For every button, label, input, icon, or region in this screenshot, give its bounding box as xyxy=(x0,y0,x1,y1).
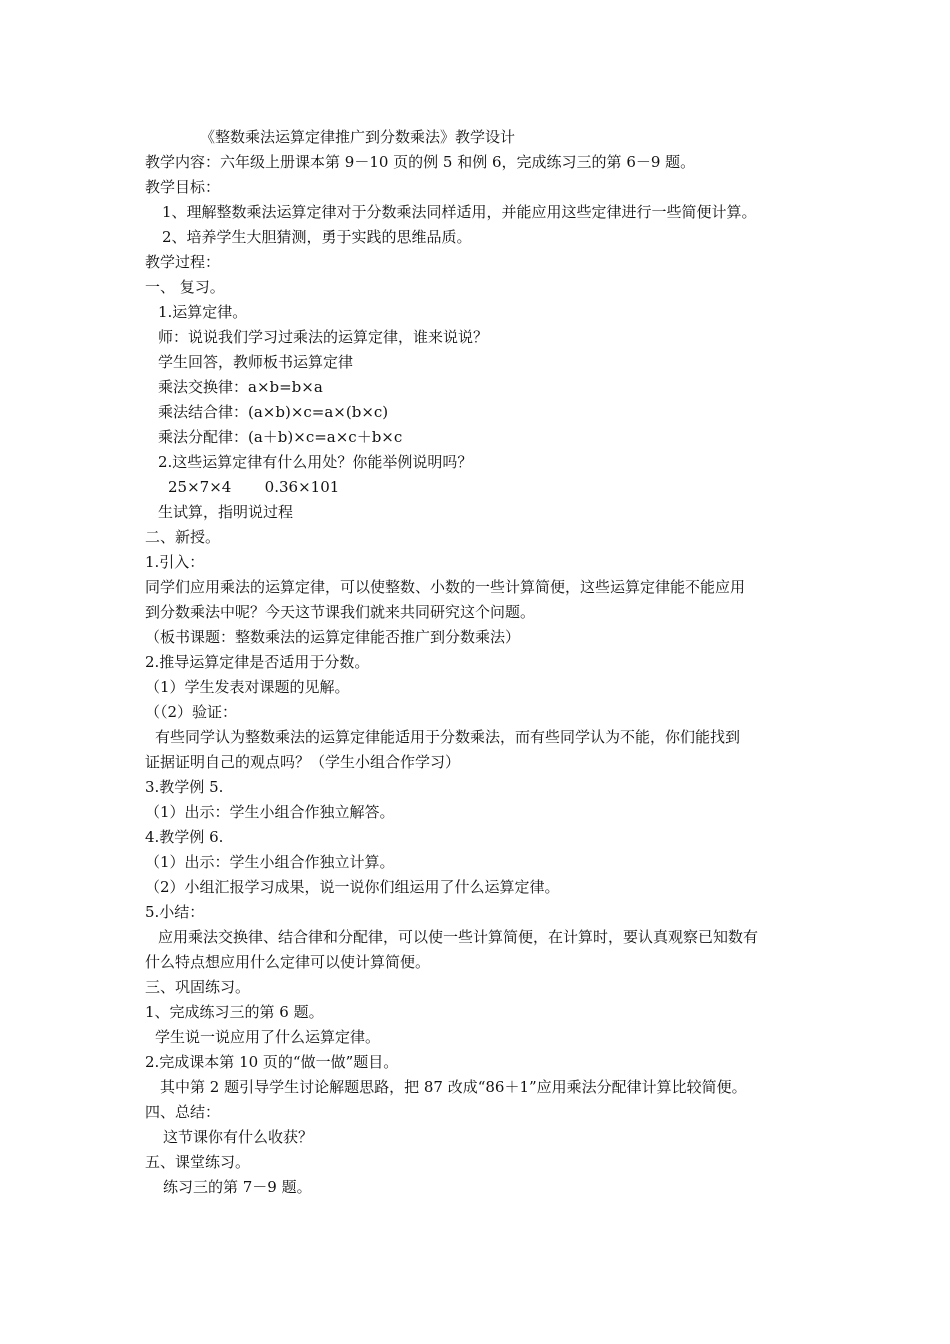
distributive-law: 乘法分配律：(a＋b)×c=a×c＋b×c xyxy=(158,428,403,446)
paragraph-line: 1、完成练习三的第 6 题。 xyxy=(145,1003,324,1021)
commutative-law: 乘法交换律：a×b=b×a xyxy=(158,378,323,396)
paragraph-line: 2.完成课本第 10 页的“做一做”题目。 xyxy=(145,1053,399,1071)
paragraph-line: 1.引入： xyxy=(145,553,205,571)
section-classwork-heading: 五、课堂练习。 xyxy=(145,1153,251,1171)
paragraph-line: 什么特点想应用什么定律可以使计算简便。 xyxy=(145,953,431,971)
paragraph-line: 师：说说我们学习过乘法的运算定律，谁来说说？ xyxy=(158,328,489,346)
process-heading: 教学过程： xyxy=(145,253,221,271)
paragraph-line: 3.教学例 5. xyxy=(145,778,224,796)
paragraph-line: 2.推导运算定律是否适用于分数。 xyxy=(145,653,370,671)
paragraph-line: 学生回答，教师板书运算定律 xyxy=(158,353,354,371)
paragraph-line: 5.小结： xyxy=(145,903,205,921)
section-review-heading: 一、 复习。 xyxy=(145,278,225,296)
paragraph-line: 应用乘法交换律、结合律和分配律，可以使一些计算简便，在计算时，要认真观察已知数有 xyxy=(158,928,759,946)
paragraph-line: 练习三的第 7－9 题。 xyxy=(163,1178,312,1196)
paragraph-line: 同学们应用乘法的运算定律，可以使整数、小数的一些计算简便，这些运算定律能不能应用 xyxy=(145,578,746,596)
associative-law: 乘法结合律：(a×b)×c=a×(b×c) xyxy=(158,403,389,421)
paragraph-line: （（2）验证： xyxy=(145,703,238,721)
paragraph-line: （1）出示：学生小组合作独立解答。 xyxy=(145,803,395,821)
objective-2: 2、培养学生大胆猜测，勇于实践的思维品质。 xyxy=(162,228,472,246)
paragraph-line: （板书课题：整数乘法的运算定律能否推广到分数乘法） xyxy=(145,628,521,646)
paragraph-line: （1）出示：学生小组合作独立计算。 xyxy=(145,853,395,871)
paragraph-line: 生试算，指明说过程 xyxy=(158,503,294,521)
paragraph-line: （1）学生发表对课题的见解。 xyxy=(145,678,350,696)
paragraph-line: 学生说一说应用了什么运算定律。 xyxy=(155,1028,381,1046)
paragraph-line: 1.运算定律。 xyxy=(158,303,248,321)
paragraph-line: 4.教学例 6. xyxy=(145,828,224,846)
section-new-heading: 二、新授。 xyxy=(145,528,221,546)
paragraph-line: 到分数乘法中呢？今天这节课我们就来共同研究这个问题。 xyxy=(145,603,536,621)
teaching-content-line: 教学内容：六年级上册课本第 9－10 页的例 5 和例 6，完成练习三的第 6－9 题。 xyxy=(145,153,696,171)
document-title: 《整数乘法运算定律推广到分数乘法》教学设计 xyxy=(200,128,516,146)
objectives-heading: 教学目标： xyxy=(145,178,221,196)
objective-1: 1、理解整数乘法运算定律对于分数乘法同样适用，并能应用这些定律进行一些简便计算。 xyxy=(162,203,757,221)
paragraph-line: 有些同学认为整数乘法的运算定律能适用于分数乘法，而有些同学认为不能，你们能找到 xyxy=(155,728,741,746)
section-practice-heading: 三、巩固练习。 xyxy=(145,978,251,996)
paragraph-line: 证据证明自己的观点吗？（学生小组合作学习） xyxy=(145,753,461,771)
paragraph-line: 其中第 2 题引导学生讨论解题思路，把 87 改成“86＋1”应用乘法分配律计算比较简便。 xyxy=(160,1078,747,1096)
paragraph-line: 这节课你有什么收获？ xyxy=(163,1128,314,1146)
section-summary-heading: 四、总结： xyxy=(145,1103,221,1121)
example-expressions: 25×7×4 0.36×101 xyxy=(168,478,340,496)
paragraph-line: 2.这些运算定律有什么用处？你能举例说明吗？ xyxy=(158,453,473,471)
paragraph-line: （2）小组汇报学习成果，说一说你们组运用了什么运算定律。 xyxy=(145,878,560,896)
